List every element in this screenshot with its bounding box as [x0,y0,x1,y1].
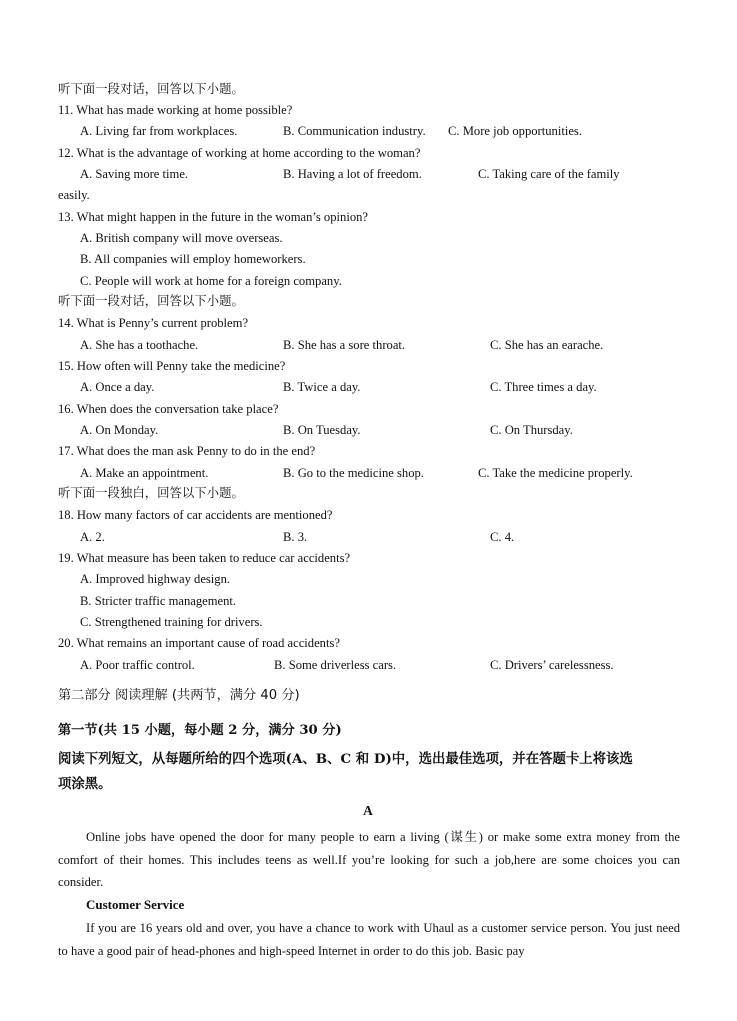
monologue-intro: 听下面一段独白，回答以下小题。 [58,485,244,500]
q16-option-c: C. On Thursday. [490,423,573,437]
instruction-line-1: 阅读下列短文，从每题所给的四个选项(A、B、C 和 D)中，选出最佳选项，并在答题卡上将该选 [58,751,633,767]
passage-paragraph-1: Online jobs have opened the door for many people to earn a living (谋生) or make some extra money from the comfort of their homes. This includes teens as well.If you’re looking for such a job,here are some choices you can consider. [58,830,680,889]
dialog-intro-2: 听下面一段对话，回答以下小题。 [58,293,244,308]
q12-stem: 12. What is the advantage of working at home according to the woman? [58,146,421,160]
dialog-intro-1: 听下面一段对话，回答以下小题。 [58,81,244,96]
q14-stem: 14. What is Penny’s current problem? [58,316,249,330]
q19-stem: 19. What measure has been taken to reduce car accidents? [58,551,351,565]
q12-option-c: C. Taking care of the family [478,167,620,181]
q17-stem: 17. What does the man ask Penny to do in the end? [58,444,316,458]
q20-option-c: C. Drivers’ carelessness. [490,658,614,672]
q13-stem: 13. What might happen in the future in the woman’s opinion? [58,210,369,224]
q18-option-b: B. 3. [283,530,308,544]
q13-option-c: C. People will work at home for a foreign company. [80,274,342,288]
instruction-line-2: 项涂黑。 [58,776,112,792]
q15-option-b: B. Twice a day. [283,380,361,394]
q18-option-a: A. 2. [80,530,105,544]
q12-option-a: A. Saving more time. [80,167,189,181]
part2-heading: 第二部分 阅读理解 (共两节，满分 40 分) [58,688,300,703]
q17-option-b: B. Go to the medicine shop. [283,466,424,480]
q15-option-c: C. Three times a day. [490,380,597,394]
q14-option-a: A. She has a toothache. [80,338,199,352]
section1-heading: 第一节(共 15 小题，每小题 2 分，满分 30 分) [58,723,342,738]
q20-option-a: A. Poor traffic control. [80,658,195,672]
q17-option-a: A. Make an appointment. [80,466,209,480]
q15-option-a: A. Once a day. [80,380,155,394]
passage-paragraph-2: If you are 16 years old and over, you have a chance to work with Uhaul as a customer service person. You just need to have a good pair of head-phones and high-speed Internet in order to do this job. Basic pay [58,921,680,958]
q20-option-b: B. Some driverless cars. [274,658,397,672]
customer-service-subheading: Customer Service [86,897,185,912]
q15-stem: 15. How often will Penny take the medicine? [58,359,286,373]
q11-stem: 11. What has made working at home possible? [58,103,293,117]
q14-option-b: B. She has a sore throat. [283,338,406,352]
q12-option-b: B. Having a lot of freedom. [283,167,422,181]
q16-option-a: A. On Monday. [80,423,159,437]
q16-stem: 16. When does the conversation take place? [58,402,279,416]
passage-label: A [363,803,373,818]
q11-option-a: A. Living far from workplaces. [80,124,238,138]
q19-option-b: B. Stricter traffic management. [80,594,237,608]
q12-option-c-continued: easily. [58,188,90,202]
q11-option-c: C. More job opportunities. [448,124,582,138]
q13-option-b: B. All companies will employ homeworkers. [80,252,306,266]
q18-stem: 18. How many factors of car accidents are mentioned? [58,508,333,522]
q17-option-c: C. Take the medicine properly. [478,466,633,480]
q18-option-c: C. 4. [490,530,515,544]
q19-option-c: C. Strengthened training for drivers. [80,615,263,629]
q16-option-b: B. On Tuesday. [283,423,361,437]
q19-option-a: A. Improved highway design. [80,572,231,586]
q13-option-a: A. British company will move overseas. [80,231,283,245]
q14-option-c: C. She has an earache. [490,338,604,352]
q11-option-b: B. Communication industry. [283,124,426,138]
q20-stem: 20. What remains an important cause of road accidents? [58,636,340,650]
